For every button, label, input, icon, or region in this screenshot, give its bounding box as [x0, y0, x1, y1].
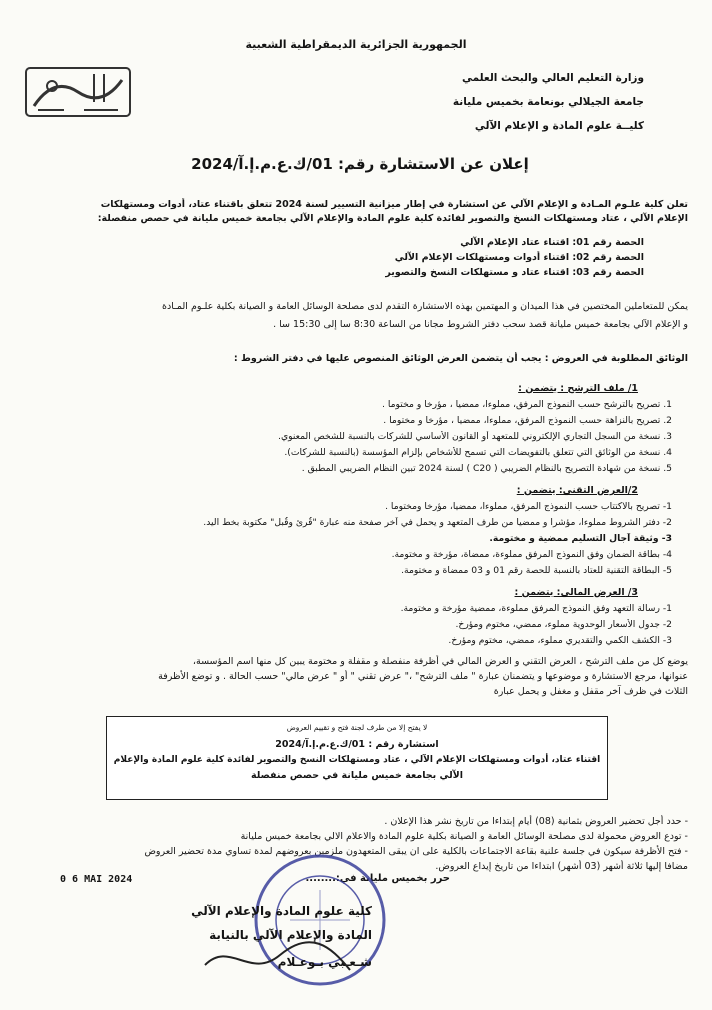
note-opening-1: - فتح الأظرفة سيكون في جلسة علنية بقاعة الاجتماعات بالكلية على ان يبقى المتعهدون ملزمين بعروضهم لمدة تساوي مدة تحضير العروض: [144, 846, 688, 857]
intro-line-1: تعلن كلية علـوم المـادة و الإعلام الآلي عن استشارة في إطار ميزانية التسيير لسنة 2024 تتعلق باقتناء عتاد، أدوات ومستهلكات: [100, 199, 688, 210]
section3-item-3: 3- الكشف الكمي والتقديري مملوء، ممضي، مختوم ومؤرخ.: [448, 635, 672, 646]
envelope-label-box: [106, 716, 608, 800]
box-small-text: لا يفتح إلا من طرف لجنة فتح و تقييم العروض: [286, 723, 428, 732]
note-deadline: - حدد أجل تحضير العروض بثمانية (08) أيام إبتداءا من تاريخ نشر هذا الإعلان .: [384, 816, 688, 827]
lot-2: الحصة رقم 02: اقتناء أدوات ومستهلكات الإعلام الآلي: [394, 252, 644, 263]
signature-date: 0 6 MAI 2024: [60, 874, 133, 885]
section2-item-3: 3- وثيقة آجال التسليم ممضية و مختومة.: [489, 533, 672, 544]
invite-line-1: يمكن للمتعاملين المختصين في هذا الميدان و المهتمين بهذه الاستشارة التقدم لدى مصلحة الوسائل العامة و الصيانة بكلية علـوم المـادة: [162, 301, 688, 312]
invite-line-2: و الإعلام الآلي بجامعة خميس مليانة قصد سحب دفتر الشروط مجانا من الساعة 8:30 سا إلى 15:30 سا .: [273, 319, 688, 330]
handwritten-signature: [200, 935, 360, 985]
section1-item-1: 1. تصريح بالترشح حسب النموذج المرفق، مملوءا، ممضيا ، مؤرخا و مختوما .: [381, 399, 672, 410]
ministry-name: وزارة التعليم العالي والبحث العلمي: [461, 72, 644, 84]
signature-place: حرر بخميس مليانة في:........: [305, 873, 450, 884]
section-heading-3: 3/ العرض المالي: يتضمن :: [514, 587, 638, 598]
lot-3: الحصة رقم 03: اقتناء عتاد و مستهلكات النسخ والتصوير: [385, 267, 644, 278]
signature-line-1: كلية علوم المادة والإعلام الآلي: [191, 904, 372, 918]
faculty-name: كليــة علوم المادة و الإعلام الآلي: [474, 120, 644, 132]
box-reference: استشارة رقم : 01/ك.ع.م.إ.آ/2024: [275, 739, 439, 750]
section-heading-1: 1/ ملف الترشح : يتضمن :: [518, 383, 638, 394]
announcement-title: إعلان عن الاستشارة رقم: 01/ك.ع.م.إ.آ/2024: [191, 155, 529, 173]
note-opening-2: مضافا إليها ثلاثة أشهر (03 أشهر) ابتداءا من تاريخ إيداع العروض.: [435, 861, 688, 872]
intro-line-2: الإعلام الآلي ، عتاد ومستهلكات النسخ والتصوير لفائدة كلية علوم المادة والإعلام الآلي بجامعة خميس مليانة في حصص منفصلة:: [97, 213, 688, 224]
signature-name: شـعـبي بـوعـلام: [277, 955, 372, 969]
university-logo: [24, 66, 132, 118]
section1-item-4: 4. نسخة من الوثائق التي تتعلق بالتفويضات التي تسمح للأشخاص بإلزام المؤسسة (بالنسبة للشركات).: [284, 447, 672, 458]
envelope-line-3: الثلاث في ظرف آخر مقفل و مغفل و يحمل عبارة: [493, 686, 688, 697]
box-subject-line-1: اقتناء عتاد، أدوات ومستهلكات الإعلام الآلي ، عتاد ومستهلكات النسخ والتصوير لفائدة كلية علوم المادة والإعلام: [113, 755, 601, 765]
envelope-line-1: يوضع كل من ملف الترشح ، العرض التقني و العرض المالي في أظرفة منفصلة و مقفلة و مختومة يبين كل منها اسم المؤسسة،: [192, 656, 688, 667]
note-deposit: - تودع العروض محمولة لدى مصلحة الوسائل العامة و الصيانة بكلية علوم المادة والاعلام الالي بجامعة خميس مليانة: [240, 831, 688, 842]
section1-item-2: 2. تصريح بالنزاهة حسب النموذج المرفق، مملوءا، ممضيا ، مؤرخا و مختوما .: [383, 415, 672, 426]
section3-item-1: 1- رسالة التعهد وفق النموذج المرفق مملوءة، ممضية مؤرخة و مختومة.: [400, 603, 672, 614]
required-docs: الوثائق المطلوبة في العروض : يجب أن يتضمن العرض الوثائق المنصوص عليها في دفتر الشروط :: [233, 353, 688, 364]
section2-item-4: 4- بطاقة الضمان وفق النموذج المرفق مملوءة، ممضاة، مؤرخة و مختومة.: [391, 549, 672, 560]
box-subject-line-2: الآلي بجامعة خميس مليانة في حصص منفصلة: [251, 770, 463, 781]
section2-item-1: 1- تصريح بالاكتتاب حسب النموذج المرفق، مملوءا، ممضيا، مؤرخا ومختوما .: [385, 501, 672, 512]
republic-heading: الجمهورية الجزائرية الديمقراطية الشعبية: [245, 38, 467, 51]
section3-item-2: 2- جدول الأسعار الوحدوية مملوء، ممضي، مختوم ومؤرخ.: [455, 619, 672, 630]
university-name: جامعة الجيلالي بونعامة بخميس مليانة: [452, 96, 644, 108]
envelope-line-2: عنوانها، مرجع الاستشارة و موضوعها و يتضمنان عبارة " ملف الترشح" ،" عرض تقني " أو " عرض مالي" حسب الحالة . و توضع الأظرفة: [158, 671, 688, 682]
section1-item-3: 3. نسخة من السجل التجاري الإلكتروني للمتعهد أو القانون الأساسي للشركات بالنسبة للشخص المعنوي.: [278, 431, 672, 442]
section-heading-2: 2/العرض التقني: يتضمن :: [516, 485, 638, 496]
lot-1: الحصة رقم 01: اقتناء عتاد الإعلام الآلي: [460, 237, 644, 248]
signature-line-2: المادة والإعلام الآلي بالنيابة: [209, 928, 372, 942]
section2-item-5: 5- البطاقة التقنية للعتاد بالنسبة للحصة رقم 01 و 03 ممضاة و مختومة.: [401, 565, 672, 576]
section1-item-5: 5. نسخة من شهادة التصريح بالنظام الضريبي ( C20 ) لسنة 2024 تبين النظام الضريبي المطبق .: [301, 463, 672, 474]
section2-item-2: 2- دفتر الشروط مملوءا، مؤشرا و ممضيا من طرف المتعهد و يحمل في آخر صفحة منه عبارة "قُرئ وقُبل" مكتوبة بخط اليد.: [203, 517, 672, 528]
